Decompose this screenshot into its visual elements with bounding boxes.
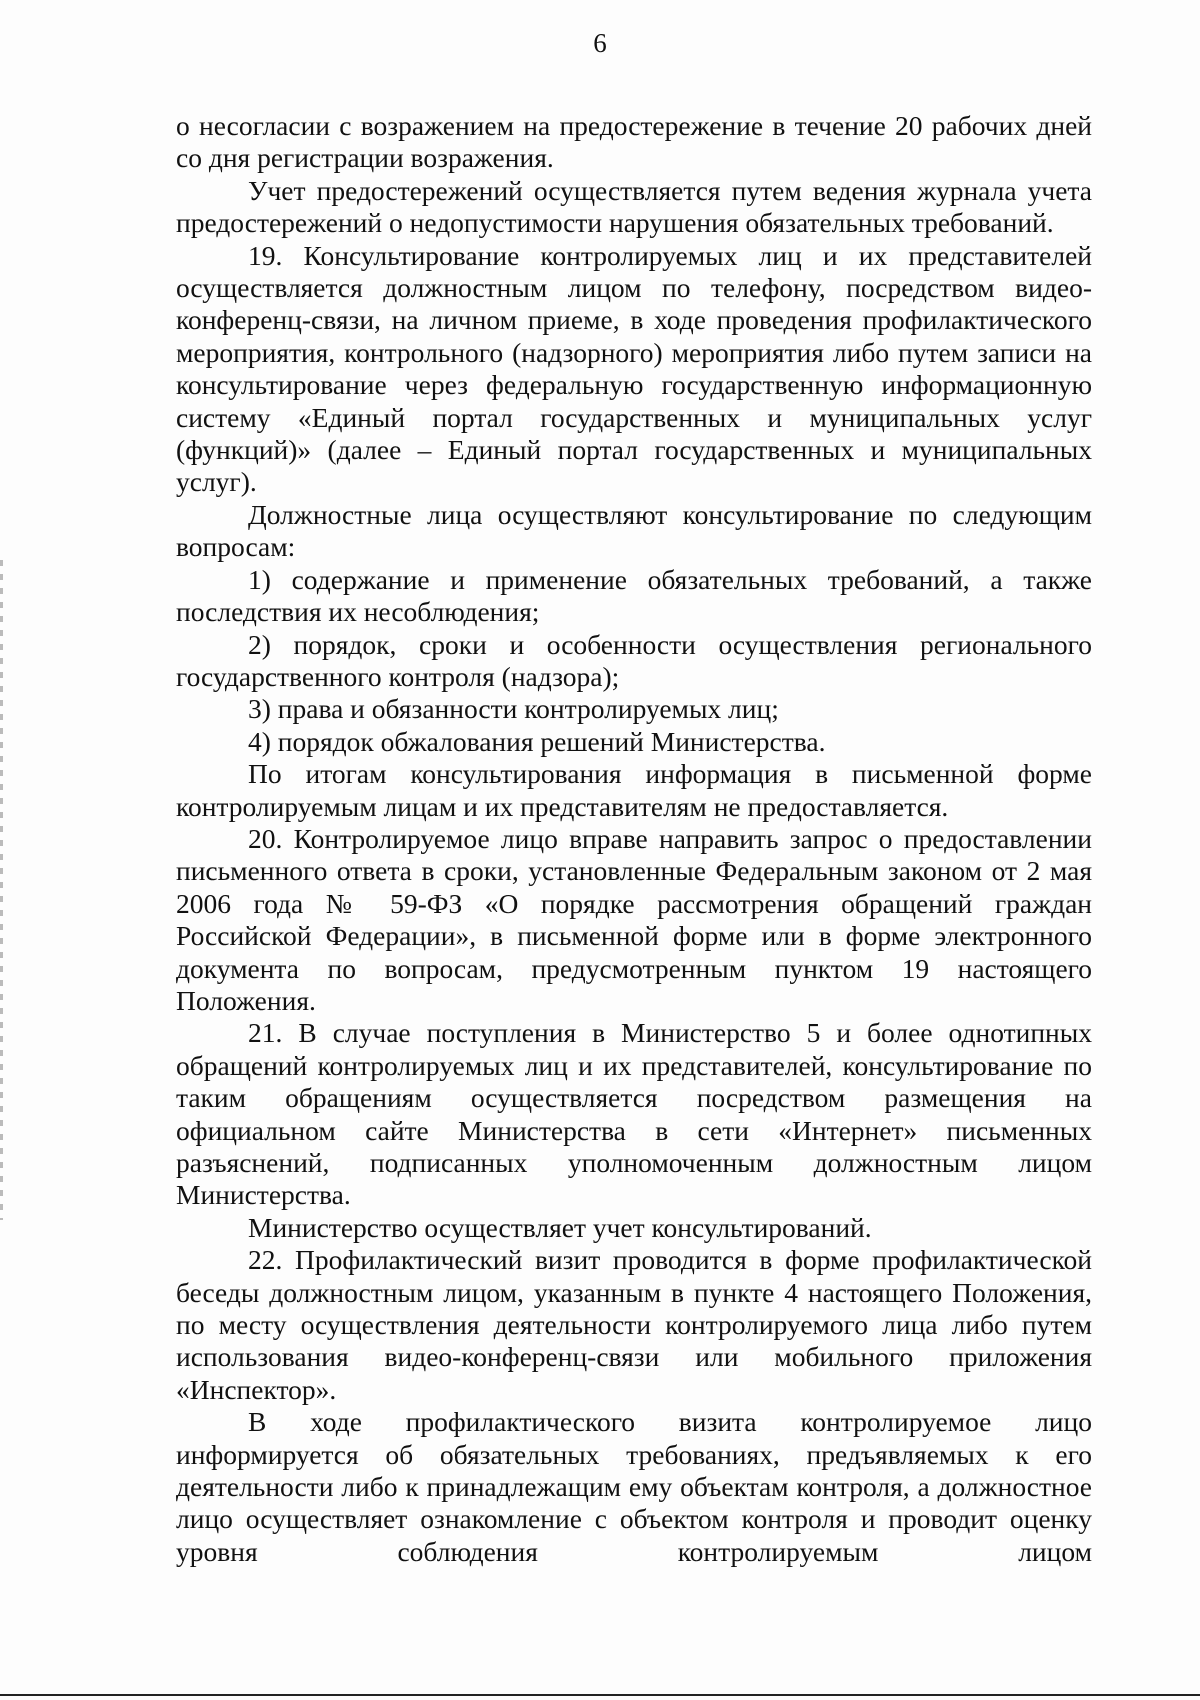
paragraph: По итогам консультирования информация в письменной форме контролируемым лицам и их представителям не предоставляется. [176, 758, 1092, 822]
list-item: 3) права и обязанности контролируемых лиц; [248, 693, 779, 725]
paragraph: 21. В случае поступления в Министерство 5 и более однотипных обращений контролируемых лиц и их представителей, консультирование по таким обращениям осуществляется посредством размещения на официальном сайте Министерства в сети «Интернет» письменных разъяснений, подписанных уполномоченным должностным лицом Министерства. [176, 1017, 1092, 1211]
page-number: 6 [593, 28, 607, 58]
bottom-scan-border [0, 1694, 1200, 1696]
body-text [176, 110, 1092, 1568]
list-item: 2) порядок, сроки и особенности осуществления регионального государственного контроля (надзора); [176, 628, 1092, 692]
paragraph: Должностные лица осуществляют консультирование по следующим вопросам: [176, 498, 1092, 563]
paragraph: 22. Профилактический визит проводится в форме профилактической беседы должностным лицом, указанным в пункте 4 настоящего Положения, по месту осуществления деятельности контролируемого лица либо путем использования видео-конференц-связи или мобильного приложения «Инспектор». [176, 1244, 1092, 1405]
paragraph: В ходе профилактического визита контролируемое лицо информируется об обязательных требованиях, предъявляемых к его деятельности либо к принадлежащим ему объектам контроля, а должностное лицо осуществляет ознакомление с объектом контроля и проводит оценку уровня соблюдения контролируемым лицом [176, 1406, 1092, 1567]
paragraph: о несогласии с возражением на предостережение в течение 20 рабочих дней со дня регистрации возражения. [176, 110, 1092, 174]
paragraph: Учет предостережений осуществляется путем ведения журнала учета предостережений о недопустимости нарушения обязательных требований. [176, 174, 1092, 239]
list-item: 1) содержание и применение обязательных требований, а также последствия их несоблюдения; [176, 563, 1092, 628]
list-item: 4) порядок обжалования решений Министерства. [248, 725, 826, 757]
scan-edge-artifact [0, 560, 3, 1220]
paragraph: 20. Контролируемое лицо вправе направить запрос о предоставлении письменного ответа в сроки, установленные Федеральным законом от 2 мая 2006 года № 59-ФЗ «О порядке рассмотрения обращений граждан Российской Федерации», в письменной форме или в форме электронного документа по вопросам, предусмотренным пунктом 19 настоящего Положения. [176, 822, 1092, 1016]
paragraph: Министерство осуществляет учет консультирований. [248, 1211, 872, 1243]
paragraph: 19. Консультирование контролируемых лиц и их представителей осуществляется должностным лицом по телефону, посредством видео-конференц-связи, на личном приеме, в ходе проведения профилактического мероприятия, контрольного (надзорного) мероприятия либо путем записи на консультирование через федеральную государственную информационную систему «Единый портал государственных и муниципальных услуг (функций)» (далее – Единый портал государственных и муниципальных услуг). [176, 239, 1092, 498]
